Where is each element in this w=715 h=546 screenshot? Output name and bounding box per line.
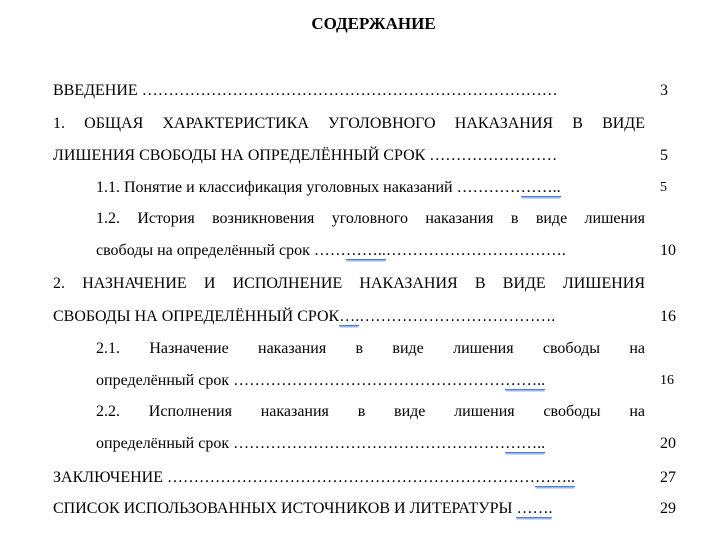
toc-page-number: 16 [660,373,674,388]
toc-entry-chapter-2-line1: 2. НАЗНАЧЕНИЕ И ИСПОЛНЕНИЕ НАКАЗАНИЯ В ВИДЕ ЛИШЕНИЯ [53,275,645,292]
spellcheck-underline: …….. [505,435,546,452]
toc-page-number: 20 [660,435,676,452]
toc-entry-section-2-1-line1: 2.1. Назначение наказания в виде лишения свободы на [96,340,645,357]
toc-entry-chapter-1-line2: ЛИШЕНИЯ СВОБОДЫ НА ОПРЕДЕЛЁННЫЙ СРОК …………………… [53,147,558,164]
toc-entry-section-1-2-line1: 1.2. История возникновения уголовного наказания в виде лишения [96,210,645,227]
toc-entry-section-2-2-line2 [96,434,545,454]
toc-entry-section-2-2-line1: 2.2. Исполнения наказания в виде лишения свободы на [96,403,645,420]
toc-entry-conclusion [53,468,575,488]
page-title: СОДЕРЖАНИЕ [311,14,436,33]
toc-entry-text: 1.1. Понятие и классификация уголовных наказаний ………… [96,179,521,196]
toc-entry-dots: ………………………………. [359,308,556,325]
spellcheck-underline: ……. [516,500,553,517]
toc-page-number: 27 [660,469,676,486]
toc-entry-section-1-1 [96,178,561,198]
toc-page-number: 3 [660,82,668,99]
spellcheck-underline: …….. [505,372,546,389]
toc-entry-section-2-1-line2 [96,371,545,391]
toc-page-number: 5 [660,180,667,195]
toc-entry-introduction [53,81,558,101]
toc-entry-text: свободы на определённый срок …… [96,242,346,259]
toc-page-number: 10 [660,242,676,259]
toc-entry-chapter-1-line1: 1. ОБЩАЯ ХАРАКТЕРИСТИКА УГОЛОВНОГО НАКАЗАНИЯ В ВИДЕ [53,115,645,132]
spellcheck-underline: …….. [345,242,386,259]
spellcheck-underline: …….. [534,469,575,486]
toc-entry-text: ЗАКЛЮЧЕНИЕ …………………………………………………………… [53,469,535,486]
toc-entry-text: определённый срок …………………………………………… [96,372,506,389]
toc-page-number: 29 [660,500,676,517]
toc-entry-text: СВОБОДЫ НА ОПРЕДЕЛЁННЫЙ СРОК [53,308,340,325]
toc-entry-text: СПИСОК ИСПОЛЬЗОВАННЫХ ИСТОЧНИКОВ И ЛИТЕРАТУРЫ [53,500,513,517]
toc-entry-chapter-2-line2 [53,307,555,327]
spellcheck-underline: …. [339,308,360,325]
toc-entry-dots: ……………………………. [385,242,566,259]
toc-page-number: 16 [660,308,676,325]
spellcheck-underline: …….. [520,179,561,196]
toc-page-number: 5 [660,147,668,164]
toc-entry-section-1-2-line2 [96,241,566,261]
toc-entry-text: ВВЕДЕНИЕ …………………………………………………………………… [53,82,558,99]
toc-entry-references [53,499,552,519]
toc-entry-text: определённый срок …………………………………………… [96,435,506,452]
